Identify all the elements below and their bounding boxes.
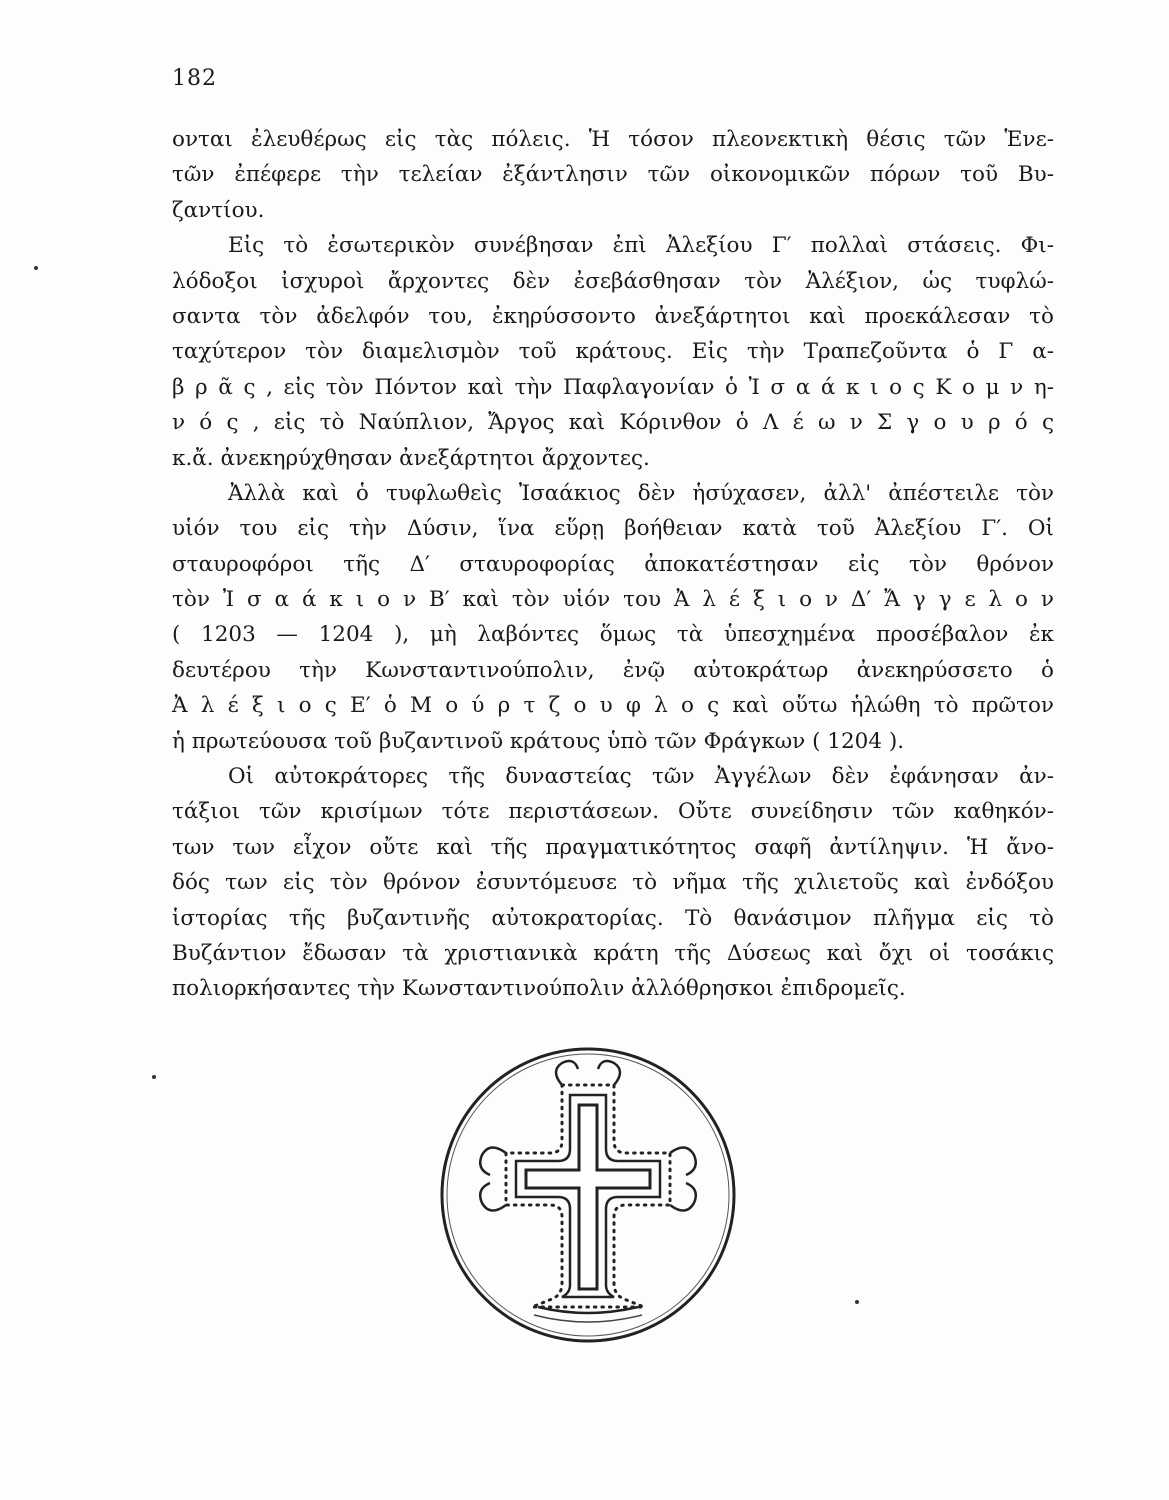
text-line: δευτέρου τὴν Κωνσταντινούπολιν, ἐνῷ αὐτοκράτωρ ἀνεκηρύσσετο ὁ [172,657,1054,683]
body-text [172,122,1054,1007]
text-line: δός των εἰς τὸν θρόνον ἐσυντόμευσε τὸ νῆμα τῆς χιλιετοῦς καὶ ἐνδόξου [172,870,1054,896]
text-line: ( 1203 — 1204 ), μὴ λαβόντες ὅμως τὰ ὑπεσχημένα προσέβαλον ἐκ [172,622,1054,648]
text-line: σταυροφόροι τῆς Δ′ σταυροφορίας ἀποκατέστησαν εἰς τὸν θρόνον [172,551,1054,577]
text-line: ἱστορίας τῆς βυζαντινῆς αὐτοκρατορίας. Τὸ θανάσιμον πλῆγμα εἰς τὸ [172,905,1054,931]
text-line: τάξιοι τῶν κρισίμων τότε περιστάσεων. Οὔτε συνείδησιν τῶν καθηκόν- [172,799,1054,825]
text-line: τῶν ἐπέφερε τὴν τελείαν ἐξάντλησιν τῶν οἰκονομικῶν πόρων τοῦ Βυ- [172,162,1054,188]
text-line: κ.ἄ. ἀνεκηρύχθησαν ἀνεξάρτητοι ἄρχοντες. [172,445,650,471]
coin-cross-illustration [438,1045,738,1345]
margin-dot [855,1300,859,1304]
text-line: ονται ἐλευθέρως εἰς τὰς πόλεις. Ἡ τόσον πλεονεκτικὴ θέσις τῶν Ἑνε- [172,127,1054,152]
text-line: ζαντίου. [172,197,265,223]
text-line: ταχύτερον τὸν διαμελισμὸν τοῦ κράτους. Εἰς τὴν Τραπεζοῦντα ὁ Γ α- [172,339,1054,365]
text-line: των των εἶχον οὔτε καὶ τῆς πραγματικότητος σαφῆ ἀντίληψιν. Ἡ ἄνο- [172,834,1054,860]
text-line: Ἀλλὰ καὶ ὁ τυφλωθεὶς Ἰσαάκιος δὲν ἡσύχασεν, ἀλλ' ἀπέστειλε τὸν [228,480,1054,506]
text-line: Βυζάντιον ἔδωσαν τὰ χριστιανικὰ κράτη τῆς Δύσεως καὶ ὄχι οἱ τοσάκις [172,940,1054,966]
text-line: ν ό ς , εἰς τὸ Ναύπλιον, Ἄργος καὶ Κόρινθον ὁ Λ έ ω ν Σ γ ο υ ρ ό ς [172,410,1054,436]
text-line: πολιορκήσαντες τὴν Κωνσταντινούπολιν ἀλλόθρησκοι ἐπιδρομεῖς. [172,976,906,1002]
margin-dot [34,266,38,270]
text-line: β ρ ᾶ ς , εἰς τὸν Πόντον καὶ τὴν Παφλαγονίαν ὁ Ἰ σ α ά κ ι ο ς Κ ο μ ν η- [172,374,1054,400]
text-line: Εἰς τὸ ἐσωτερικὸν συνέβησαν ἐπὶ Ἀλεξίου Γ′ πολλαὶ στάσεις. Φι- [228,233,1054,259]
text-line: λόδοξοι ἰσχυροὶ ἄρχοντες δὲν ἐσεβάσθησαν τὸν Ἀλέξιον, ὡς τυφλώ- [172,268,1054,294]
text-line: Ἀ λ έ ξ ι ο ς Ε′ ὁ Μ ο ύ ρ τ ζ ο υ φ λ ο ς καὶ οὕτω ἡλώθη τὸ πρῶτον [172,693,1054,719]
text-line: σαντα τὸν ἀδελφόν του, ἐκηρύσσοντο ἀνεξάρτητοι καὶ προεκάλεσαν τὸ [172,303,1054,329]
page-number: 182 [172,66,217,91]
margin-dot [152,1075,156,1079]
text-line: τὸν Ἰ σ α ά κ ι ο ν Β′ καὶ τὸν υἱόν του Ἀ λ έ ξ ι ο ν Δ′ Ἄ γ γ ε λ ο ν [172,587,1054,613]
text-line: Οἱ αὐτοκράτορες τῆς δυναστείας τῶν Ἀγγέλων δὲν ἐφάνησαν ἀν- [228,764,1054,790]
text-line: ἡ πρωτεύουσα τοῦ βυζαντινοῦ κράτους ὑπὸ τῶν Φράγκων ( 1204 ). [172,728,905,754]
text-line: υἱόν του εἰς τὴν Δύσιν, ἵνα εὕρῃ βοήθειαν κατὰ τοῦ Ἀλεξίου Γ′. Οἱ [172,516,1054,542]
